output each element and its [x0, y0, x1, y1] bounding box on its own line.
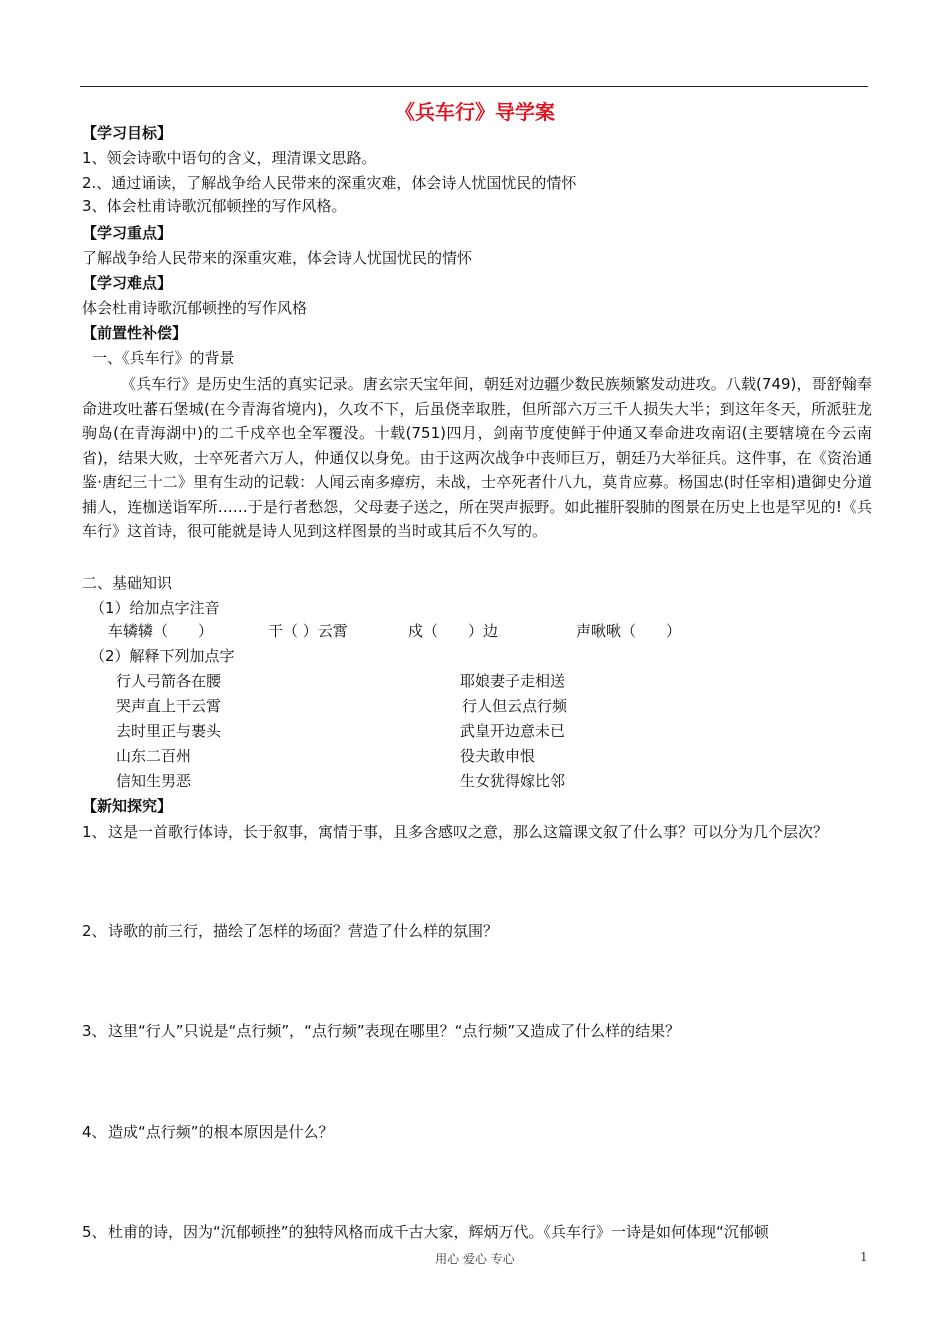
- explain-item: 生女犹得嫁比邻: [460, 772, 566, 790]
- subsection-title: （2）解释下列加点字: [90, 647, 235, 665]
- question-item: [82, 1120, 872, 1144]
- section-title: 二、基础知识: [82, 574, 173, 592]
- question-number: 3、: [82, 1022, 107, 1040]
- explain-item: 去时里正与裹头: [116, 722, 222, 740]
- goal-item: 1、领会诗歌中语句的含义，理清课文思路。: [82, 149, 377, 167]
- explain-item: 役夫敢申恨: [460, 747, 536, 765]
- question-item: [82, 919, 872, 943]
- focus-heading: 【学习重点】: [82, 224, 173, 242]
- preview-heading: 【前置性补偿】: [82, 324, 188, 342]
- question-number: 5、: [82, 1223, 107, 1241]
- question-text: 诗歌的前三行，描绘了怎样的场面？营造了什么样的氛围？: [108, 922, 499, 940]
- explain-item: 哭声直上干云霄: [116, 697, 222, 715]
- header-rule: [80, 86, 868, 87]
- question-item: [82, 1220, 872, 1244]
- background-paragraph: 《兵车行》是历史生活的真实记录。唐玄宗天宝年间，朝廷对边疆少数民族频繁发动进攻。八载(749)，哥舒翰奉命进攻吐蕃石堡城(在今青海省境内)，久攻不下，后虽侥幸取胜，但所部六万三千人损失大半；到这年冬天，所派驻龙驹岛(在青海湖中)的二千戍卒也全军覆没。十载(751)四月，剑南节度使鲜于仲通又奉命进攻南诏(主要辖境在今云南省)，结果大败，士卒死者六万人，仲通仅以身免。由于这两次战争中丧师巨万，朝廷乃大举征兵。这件事，在《资治通鉴·唐纪三十二》里有生动的记载：人闻云南多瘴疠，未战，士卒死者什八九，莫肯应募。杨国忠(时任宰相)遣御史分道捕人，连枷送诣军所……于是行者愁怨，父母妻子送之，所在哭声振野。如此摧肝裂肺的图景在历史上也是罕见的!《兵车行》这首诗，很可能就是诗人见到这样图景的当时或其后不久写的。: [82, 375, 872, 540]
- explore-heading: 【新知探究】: [82, 797, 173, 815]
- difficulty-heading: 【学习难点】: [82, 274, 173, 292]
- question-number: 2、: [82, 922, 107, 940]
- question-number: 1、: [82, 823, 107, 841]
- explain-item: 武皇开边意未已: [460, 722, 566, 740]
- page-footer: 用心 爱心 专心: [435, 1252, 515, 1266]
- explain-item: 耶娘妻子走相送: [460, 672, 566, 690]
- question-text: 这是一首歌行体诗，长于叙事，寓情于事，且多含感叹之意，那么这篇课文叙了什么事？可以分为几个层次？: [108, 823, 829, 841]
- goal-item: 3、体会杜甫诗歌沉郁顿挫的写作风格。: [82, 197, 347, 215]
- question-item: [82, 1019, 872, 1043]
- goals-heading: 【学习目标】: [82, 124, 173, 142]
- explain-item: 行人弓箭各在腰: [116, 672, 222, 690]
- page-title: 《兵车行》导学案: [395, 100, 555, 124]
- question-text: 这里“行人”只说是“点行频”，“点行频”表现在哪里？“点行频”又造成了什么样的结果？: [108, 1022, 681, 1040]
- phonetic-item: 戍（ ）边: [408, 622, 499, 640]
- question-text: 杜甫的诗，因为“沉郁顿挫”的独特风格而成千古大家，辉炳万代。《兵车行》一诗是如何体现“沉郁顿: [108, 1223, 769, 1241]
- question-number: 4、: [82, 1123, 107, 1141]
- explain-item: 山东二百州: [116, 747, 192, 765]
- goal-item: 2.、通过诵读，了解战争给人民带来的深重灾难，体会诗人忧国忧民的情怀: [82, 174, 577, 192]
- question-item: [82, 820, 872, 844]
- explain-item: 信知生男恶: [116, 772, 192, 790]
- question-text: 造成“点行频”的根本原因是什么？: [108, 1123, 334, 1141]
- difficulty-text: 体会杜甫诗歌沉郁顿挫的写作风格: [82, 299, 308, 317]
- section-title: 一、《兵车行》的背景: [92, 349, 235, 367]
- phonetic-item: 车辚辚（ ）: [108, 622, 214, 640]
- focus-text: 了解战争给人民带来的深重灾难，体会诗人忧国忧民的情怀: [82, 249, 473, 267]
- page-number: 1: [860, 1250, 868, 1264]
- phonetic-item: 干（ ）云霄: [268, 622, 348, 640]
- explain-item: 行人但云点行频: [462, 697, 568, 715]
- phonetic-item: 声啾啾（ ）: [576, 622, 682, 640]
- subsection-title: （1）给加点字注音: [90, 599, 220, 617]
